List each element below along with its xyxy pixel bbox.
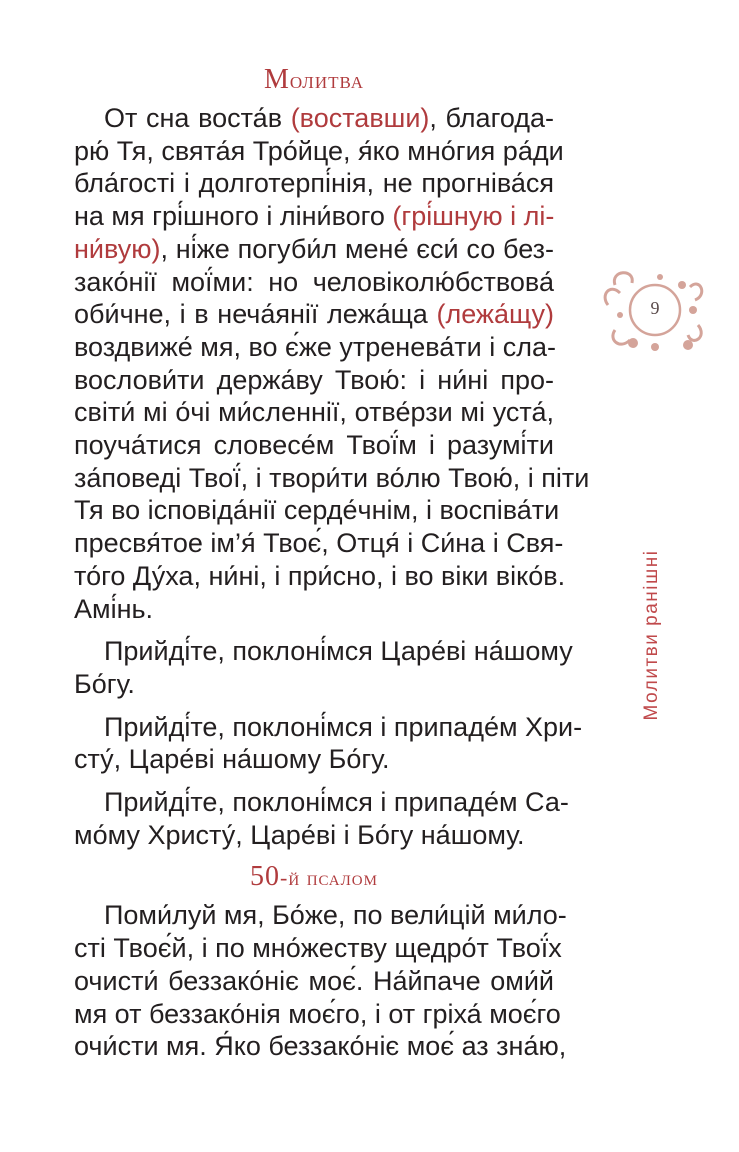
psalm-number: 50	[250, 861, 281, 893]
heading-initial: М	[263, 64, 290, 95]
verse-line: мо́му Христу́, Царе́ві і Бо́гу на́шому.	[74, 819, 525, 850]
prayer-text: світи́ мі о́чі ми́сленнії, отве́рзи мі уста́,	[74, 397, 554, 428]
prayer-text: поуча́тися словесе́м Твої́м і разумі́ти	[74, 430, 554, 461]
prayer-line	[74, 527, 564, 560]
prayer-text: пресвя́тое ім’я́ Твоє́, Отця́ і Си́на і Свя-	[74, 528, 564, 559]
prayer-text: От сна воста́в	[104, 103, 291, 133]
verse-3	[74, 786, 569, 851]
psalm-line: Поми́луй мя, Бо́же, по вели́цій ми́ло-	[104, 900, 567, 931]
prayer-text: оби́чне, і в неча́янії лежа́ща	[74, 299, 437, 330]
variant-reading: (лежа́щу)	[436, 299, 554, 330]
variant-reading: (грі́шную і лі-	[392, 201, 555, 232]
prayer-line	[74, 593, 554, 626]
prayer-text: Амі́нь.	[74, 593, 154, 624]
verse-line: Бо́гу.	[74, 668, 135, 699]
psalm-line: мя от беззако́нія моє́го, і от гріха́ моє́го	[74, 998, 561, 1029]
prayer-text: зако́нії мої́ми: но человіколю́бствова́	[74, 266, 554, 297]
prayer-line	[74, 331, 554, 364]
prayer-line	[74, 462, 590, 495]
prayer-line	[74, 233, 554, 266]
prayer-paragraph	[74, 102, 590, 625]
verse-line: Прийді́те, поклоні́мся і припаде́м Хри-	[104, 711, 583, 742]
prayer-line	[74, 167, 554, 200]
prayer-line	[74, 298, 554, 331]
psalm-heading	[74, 861, 554, 893]
prayer-line	[74, 102, 554, 135]
prayer-text: , ні́же погуби́л мене́ єси́ со без-	[160, 233, 554, 264]
psalm-paragraph	[74, 899, 567, 1063]
prayer-text: за́поведі Твої́, і твори́ти во́лю Твою́, і піти	[74, 462, 590, 493]
psalm-line: очи́сти мя. Я́ко беззако́ніє моє́ аз зна́ю,	[74, 1031, 567, 1062]
prayer-line	[74, 266, 554, 299]
variant-reading: (воставши)	[290, 103, 430, 133]
verse-line: сту́, Царе́ві на́шому Бо́гу.	[74, 744, 390, 775]
prayer-text: , благода-	[429, 103, 555, 133]
prayer-text: вослови́ти держа́ву Твою́: і ни́ні про-	[74, 364, 554, 395]
verse-line: Прийді́те, поклоні́мся Царе́ві на́шому	[104, 636, 573, 667]
prayer-text: на мя грі́шного і ліни́вого	[74, 201, 393, 232]
prayer-line	[74, 560, 566, 593]
prayer-text: воздвиже́ мя, во є́же утренева́ти і сла-	[74, 331, 556, 362]
prayer-text: Тя во ісповіда́нії серде́чнім, і воспіва́ти	[74, 495, 560, 526]
section-title-vertical: Молитви ранішні	[641, 549, 662, 721]
psalm-line: очисти́ беззако́ніє моє́. На́йпаче оми́й	[74, 965, 554, 996]
prayer-line	[74, 396, 554, 429]
page-number: 9	[650, 298, 660, 318]
prayer-line	[74, 494, 560, 527]
section-sidebar	[600, 265, 710, 721]
verse-line: Прийді́те, поклоні́мся і припаде́м Са-	[104, 787, 569, 818]
prayer-line	[74, 200, 554, 233]
prayer-text: то́го Ду́ха, ни́ні, і при́сно, і во віки віко́в.	[74, 560, 566, 591]
page-body	[74, 64, 590, 1073]
verse-1	[74, 635, 573, 700]
prayer-line	[74, 364, 554, 397]
prayer-line	[74, 135, 564, 168]
verse-2	[74, 711, 583, 776]
psalm-line: сті Твоє́й, і по мно́жеству щедро́т Твої́х	[74, 933, 562, 964]
prayer-text: рю́ Тя, свята́я Тро́йце, я́ко мно́гия ра́ди	[74, 135, 564, 166]
prayer-text: бла́гості і долготерпі́нія, не прогніва́ся	[74, 168, 554, 199]
psalm-heading-rest: -й псалом	[280, 865, 378, 891]
prayer-heading	[74, 64, 554, 96]
prayer-line	[74, 429, 554, 462]
heading-rest: олитва	[289, 68, 365, 94]
variant-reading: ни́вую)	[74, 233, 161, 264]
